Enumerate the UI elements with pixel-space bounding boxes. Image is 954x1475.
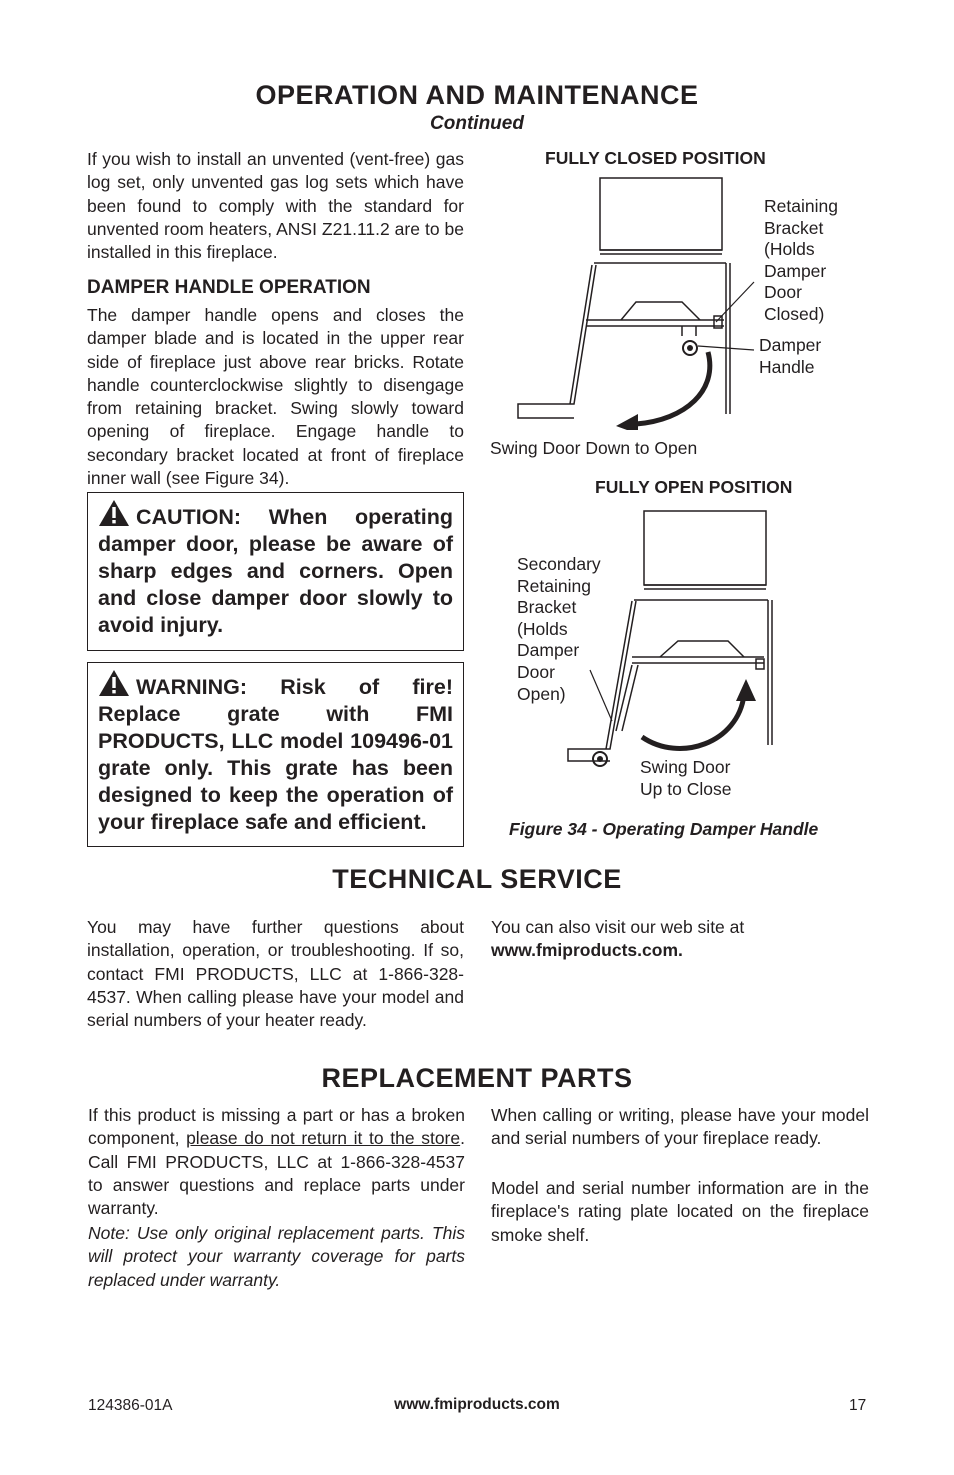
label-line: Bracket	[764, 217, 824, 238]
caution-box	[87, 492, 464, 651]
warning-box	[87, 662, 464, 847]
warning-text: WARNING: Risk of fire! Replace grate with FMI PRODUCTS, LLC model 109496-01 grate only. This grate has been designed to keep the operation of your fireplace safe and efficient.	[98, 675, 453, 834]
retaining-bracket-label	[764, 196, 838, 326]
label-line: Handle	[759, 356, 815, 377]
website-intro: You can also visit our web site at	[491, 917, 745, 937]
section-title-replacement-parts: REPLACEMENT PARTS	[321, 1063, 633, 1093]
secondary-bracket-label	[517, 554, 601, 705]
intro-paragraph: If you wish to install an unvented (vent-free) gas log set, only unvented gas log sets which have been found to comply with the standard for unvented room heaters, ANSI Z21.11.2 are to be installed in this fireplace.	[87, 149, 464, 263]
label-line: Damper	[517, 640, 580, 661]
replacement-right-p2: Model and serial number information are in the fireplace's rating plate located on the fireplace smoke shelf.	[491, 1178, 869, 1245]
label-line: (Holds	[517, 618, 568, 639]
closed-position-drawing	[486, 170, 766, 430]
swing-down-label: Swing Door Down to Open	[490, 438, 698, 458]
replacement-left-p1	[88, 1104, 465, 1220]
warning-triangle-icon	[98, 499, 130, 527]
do-not-return-text: please do not return it to the store	[186, 1128, 461, 1149]
label-line: Door	[764, 282, 802, 303]
label-line: Bracket	[517, 597, 577, 618]
open-position-title: FULLY OPEN POSITION	[595, 477, 793, 497]
warning-triangle-icon	[98, 669, 130, 697]
damper-handle-label	[759, 335, 821, 378]
label-line: Retaining	[517, 575, 591, 596]
footer-website[interactable]: www.fmiproducts.com	[394, 1396, 560, 1413]
swing-up-label	[640, 757, 731, 800]
website-link[interactable]: www.fmiproducts.com.	[491, 940, 683, 961]
replacement-text-a: If this product is missing a part or has a broken component,	[88, 1105, 465, 1149]
section-subtitle: Continued	[430, 113, 524, 134]
caution-text: CAUTION: When operating damper door, please be aware of sharp edges and corners. Open and close damper door slowly to avoid injury.	[98, 505, 453, 637]
label-line: Door	[517, 661, 555, 682]
replacement-right-p1: When calling or writing, please have your model and serial numbers of your fireplace ready.	[491, 1105, 869, 1149]
technical-service-right	[491, 916, 869, 963]
label-line: Open)	[517, 683, 566, 704]
warning-text-wrap	[98, 669, 453, 836]
damper-heading: DAMPER HANDLE OPERATION	[87, 277, 371, 298]
page-number: 17	[849, 1397, 867, 1414]
replacement-text-b: . Call FMI PRODUCTS, LLC at 1-866-328-4537 to answer questions and replace parts under warranty.	[88, 1128, 465, 1219]
label-line: Closed)	[764, 303, 825, 324]
replacement-note: Note: Use only original replacement parts. This will protect your warranty coverage for parts replaced under warranty.	[88, 1223, 465, 1290]
section-title-operation: OPERATION AND MAINTENANCE	[255, 80, 699, 110]
figure-caption: Figure 34 - Operating Damper Handle	[509, 819, 819, 839]
label-line: Damper	[759, 335, 822, 355]
section-title-technical-service: TECHNICAL SERVICE	[332, 864, 622, 894]
caution-text-wrap	[98, 499, 453, 639]
label-line: Up to Close	[640, 778, 732, 799]
technical-service-left: You may have further questions about installation, operation, or troubleshooting. If so, contact FMI PRODUCTS, LLC at 1-866-328-4537. When calling please have your model and serial numbers of your heater ready.	[87, 917, 464, 1031]
label-line: (Holds	[764, 239, 815, 260]
label-line: Swing Door	[640, 757, 731, 777]
closed-position-title: FULLY CLOSED POSITION	[545, 148, 766, 168]
damper-paragraph: The damper handle opens and closes the damper blade and is located in the upper rear side of fireplace just above rear bricks. Rotate handle counterclockwise slightly to disengage from retaining bracket. Swing slowly toward opening of fireplace. Engage handle to secondary bracket located at front of fireplace inner wall (see Figure 34).	[87, 305, 464, 489]
label-line: Damper	[764, 260, 827, 281]
doc-number: 124386-01A	[88, 1397, 173, 1414]
label-line: Retaining	[764, 196, 838, 216]
label-line: Secondary	[517, 554, 601, 574]
